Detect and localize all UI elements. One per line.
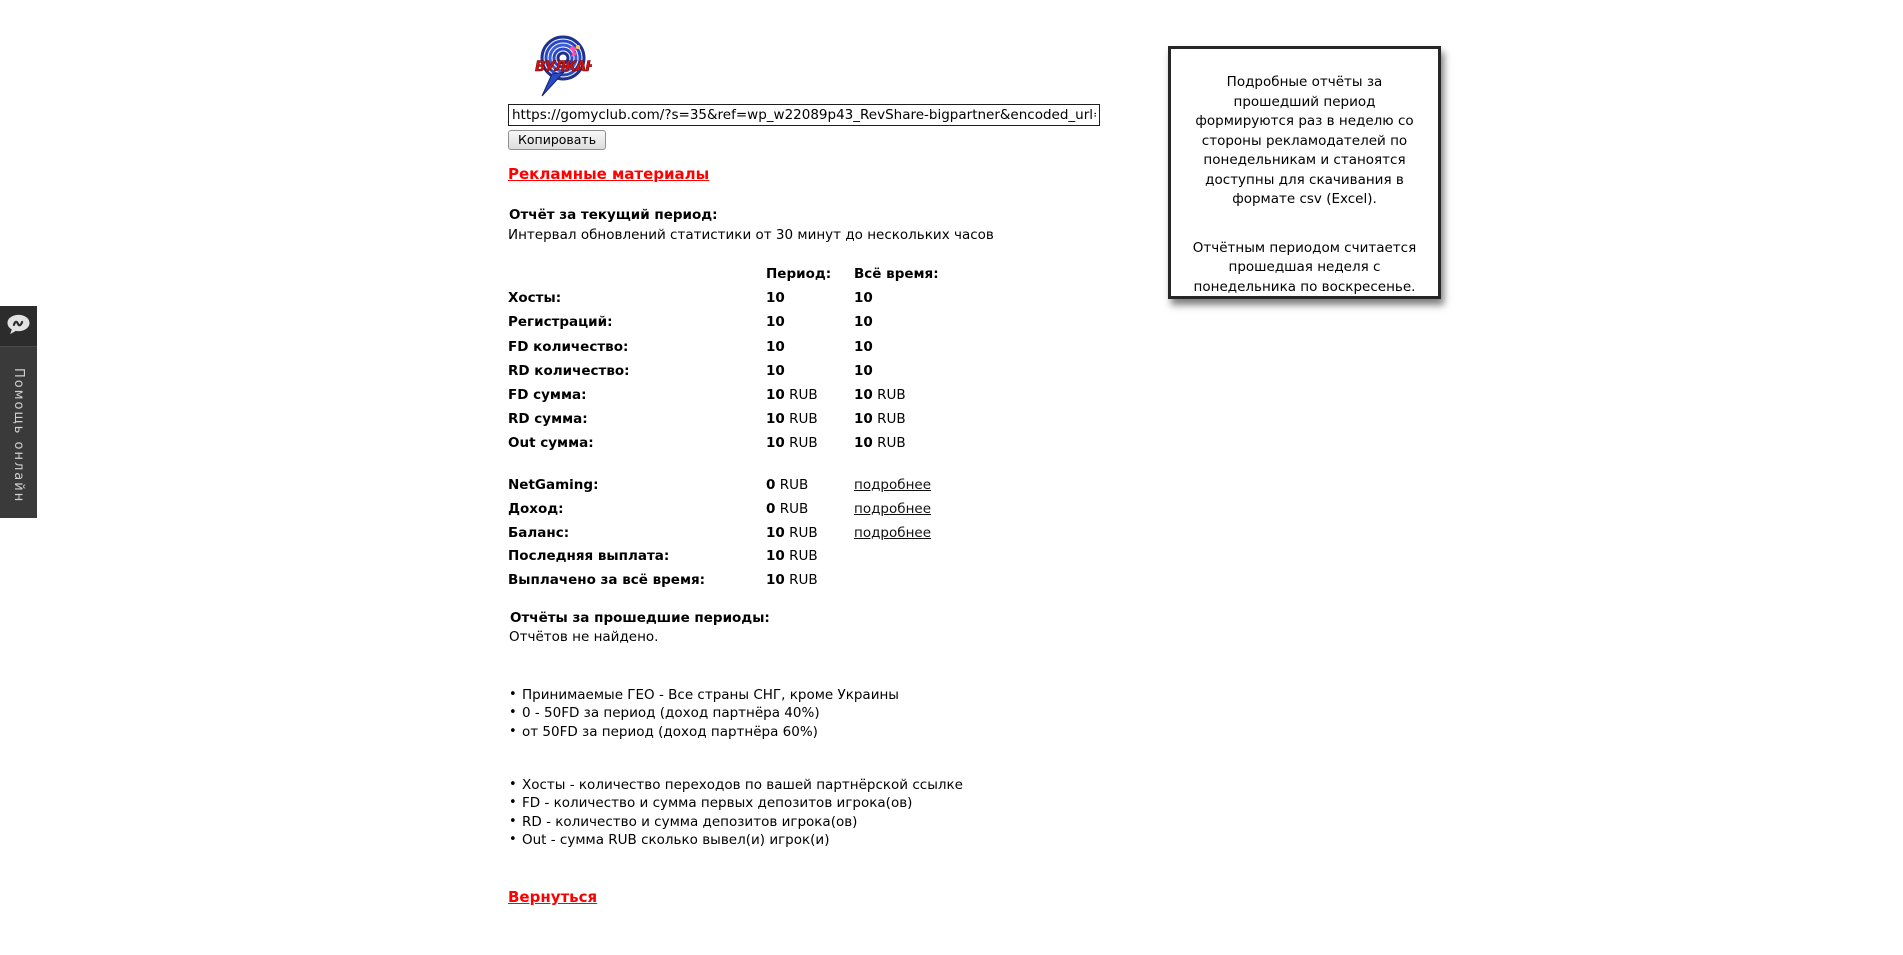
balance-row-label: Доход: [508, 500, 564, 517]
stat-alltime-value: 10 [854, 338, 873, 355]
balance-value: 10 RUB [766, 524, 818, 541]
past-reports-empty-note: Отчётов не найдено. [509, 629, 659, 645]
details-link[interactable]: подробнее [854, 477, 932, 493]
list-item: • Принимаемые ГЕО - Все страны СНГ, кроме Украины [508, 686, 899, 704]
stat-alltime-value: 10 RUB [854, 435, 906, 452]
glossary-list [508, 776, 963, 849]
stat-period-value: 10 RUB [766, 411, 818, 428]
chat-bubble-icon [6, 313, 31, 340]
stat-period-value: 10 [766, 362, 785, 379]
spacer [508, 266, 766, 290]
reports-info-box [1168, 46, 1441, 299]
stat-row-label: Out сумма: [508, 435, 594, 452]
stat-alltime-value: 10 RUB [854, 386, 906, 403]
list-item: • Out - сумма RUB сколько вывел(и) игрок(и) [508, 831, 963, 849]
stat-period-value: 10 [766, 338, 785, 355]
chat-bubble-button[interactable] [0, 306, 37, 347]
stat-period-value: 10 [766, 290, 785, 307]
stat-alltime-value: 10 [854, 314, 873, 331]
stat-row-label: RD количество: [508, 362, 630, 379]
back-link[interactable]: Вернуться [508, 888, 598, 906]
past-reports-title: Отчёты за прошедшие периоды: [510, 610, 770, 626]
info-paragraph: Отчётным периодом считается прошедшая неделя с понедельника по воскресенье. [1192, 239, 1417, 295]
list-item: • RD - количество и сумма депозитов игрока(ов) [508, 813, 963, 831]
logo-text: ВУЛКАН [535, 59, 592, 75]
balance-row-label: Выплачено за всё время: [508, 572, 706, 589]
stat-row-label: Хосты: [508, 290, 562, 307]
details-link[interactable]: подробнее [854, 500, 932, 517]
chat-widget-label: Помощь онлайн [11, 368, 26, 504]
stat-alltime-value: 10 [854, 362, 873, 379]
stat-row-label: RD сумма: [508, 411, 588, 428]
column-header-alltime: Всё время: [854, 266, 939, 282]
column-header-period: Период: [766, 266, 832, 282]
chat-widget[interactable] [0, 306, 37, 518]
stat-period-value: 10 [766, 314, 785, 331]
update-interval-note: Интервал обновлений статистики от 30 минут до нескольких часов [508, 227, 994, 243]
stat-row-label: FD количество: [508, 338, 629, 355]
info-paragraph: Подробные отчёты за прошедший период формируются раз в неделю со стороны рекламодателей по понедельникам и станоятся доступны для скачивания в формате csv (Excel). [1195, 74, 1414, 207]
stat-alltime-value: 10 RUB [854, 411, 906, 428]
stats-table [508, 266, 974, 460]
terms-list [508, 686, 899, 741]
list-item: • 0 - 50FD за период (доход партнёра 40%) [508, 704, 899, 722]
list-item: • FD - количество и сумма первых депозитов игрока(ов) [508, 794, 963, 812]
balance-value: 0 RUB [766, 477, 809, 493]
referral-url-input[interactable] [508, 104, 1100, 126]
balance-value: 10 RUB [766, 572, 818, 589]
balance-row-label: Баланс: [508, 524, 570, 541]
stat-row-label: FD сумма: [508, 386, 587, 403]
current-period-title: Отчёт за текущий период: [509, 207, 718, 223]
balance-table [508, 477, 974, 596]
balance-value: 10 RUB [766, 548, 818, 565]
stat-row-label: Регистраций: [508, 314, 613, 331]
list-item: • от 50FD за период (доход партнёра 60%) [508, 723, 899, 741]
stat-alltime-value: 10 [854, 290, 873, 307]
balance-row-label: Последняя выплата: [508, 548, 670, 565]
details-link[interactable]: подробнее [854, 524, 932, 541]
copy-button[interactable]: Копировать [508, 130, 606, 150]
balance-row-label: NetGaming: [508, 477, 599, 493]
stat-period-value: 10 RUB [766, 386, 818, 403]
vulkan-logo [528, 34, 592, 98]
ads-materials-link[interactable]: Рекламные материалы [508, 165, 710, 183]
list-item: • Хосты - количество переходов по вашей партнёрской ссылке [508, 776, 963, 794]
balance-value: 0 RUB [766, 500, 809, 517]
stat-period-value: 10 RUB [766, 435, 818, 452]
